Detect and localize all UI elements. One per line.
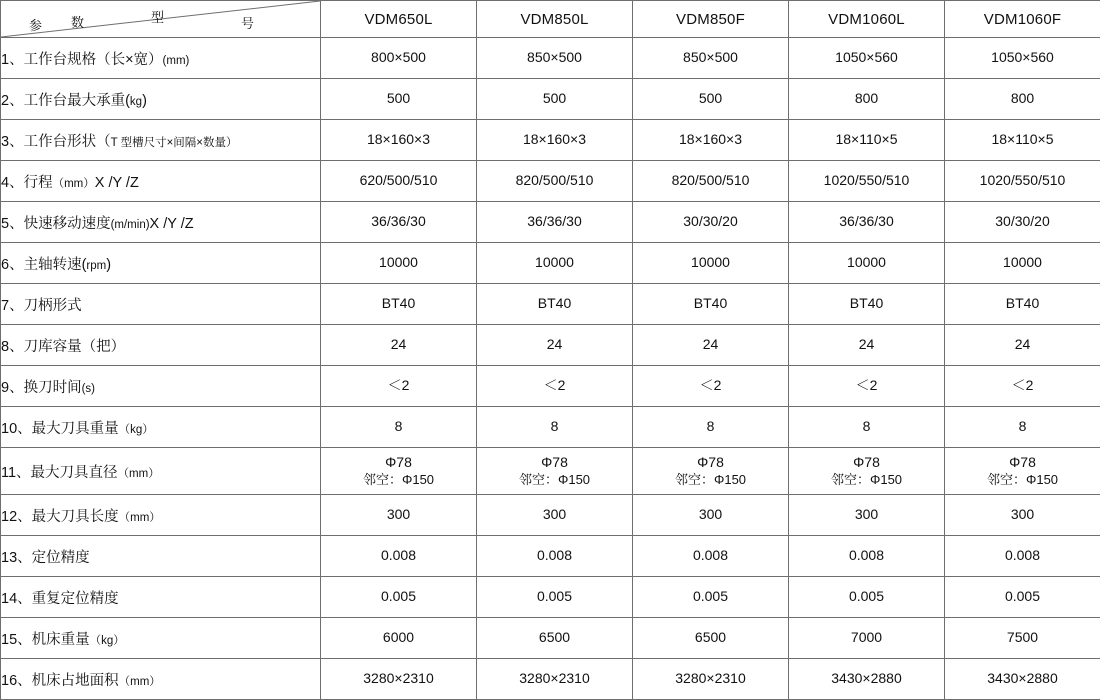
row-label-text: 16、机床占地面积 — [1, 673, 119, 689]
cell-value: 0.005 — [789, 588, 944, 606]
cell-value: 7500 — [945, 629, 1100, 647]
row-label-unit: rpm — [86, 260, 106, 272]
cell-value: 18×160×3 — [633, 131, 788, 149]
row-label-unit: kg — [130, 96, 142, 108]
row-label-text: 9、换刀时间 — [1, 380, 82, 396]
cell-value: 0.005 — [321, 588, 476, 606]
cell-value: 36/36/30 — [477, 213, 632, 231]
cell-value: 24 — [633, 336, 788, 354]
row-label-text: 5、快速移动速度 — [1, 216, 111, 232]
table-cell — [477, 120, 633, 161]
table-cell — [321, 79, 477, 120]
model-header-vdm850l: VDM850L — [477, 1, 633, 38]
model-header-vdm1060f: VDM1060F — [945, 1, 1100, 38]
cell-value: ＜2 — [633, 377, 788, 395]
cell-value: 8 — [321, 418, 476, 436]
table-cell — [633, 243, 789, 284]
table-cell — [633, 495, 789, 536]
header-corner-cell — [1, 1, 321, 38]
cell-value: 18×160×3 — [477, 131, 632, 149]
cell-value: BT40 — [633, 295, 788, 313]
row-label-text: 7、刀柄形式 — [1, 298, 82, 314]
table-row — [1, 284, 1100, 325]
table-header-row — [1, 1, 1100, 38]
table-cell — [321, 366, 477, 407]
row-label — [1, 536, 321, 577]
table-cell — [321, 284, 477, 325]
row-label — [1, 284, 321, 325]
cell-value: 36/36/30 — [321, 213, 476, 231]
cell-value-secondary: 邻空：Φ150 — [945, 472, 1100, 488]
table-cell — [633, 448, 789, 495]
table-cell — [321, 618, 477, 659]
cell-value-secondary: 邻空：Φ150 — [477, 472, 632, 488]
cell-value: 24 — [321, 336, 476, 354]
table-cell — [789, 536, 945, 577]
cell-value: 800×500 — [321, 49, 476, 67]
table-cell — [477, 284, 633, 325]
row-label-text: 13、定位精度 — [1, 550, 90, 566]
table-cell — [477, 659, 633, 700]
table-cell — [321, 325, 477, 366]
cell-value: 36/36/30 — [789, 213, 944, 231]
cell-value: 3280×2310 — [633, 670, 788, 688]
cell-value: 0.005 — [633, 588, 788, 606]
cell-value: 0.008 — [945, 547, 1100, 565]
table-cell — [633, 38, 789, 79]
table-cell — [945, 161, 1100, 202]
cell-value: 18×110×5 — [945, 131, 1100, 149]
model-header-vdm1060l: VDM1060L — [789, 1, 945, 38]
cell-value: BT40 — [789, 295, 944, 313]
table-cell — [633, 79, 789, 120]
row-label — [1, 120, 321, 161]
table-row — [1, 407, 1100, 448]
row-label-unit: (m/min) — [111, 219, 150, 231]
cell-value: 0.008 — [633, 547, 788, 565]
corner-word-2: 数 — [71, 12, 84, 31]
table-cell — [321, 448, 477, 495]
cell-value: 850×500 — [633, 49, 788, 67]
table-cell — [477, 202, 633, 243]
table-cell — [633, 161, 789, 202]
cell-value: 8 — [945, 418, 1100, 436]
table-cell — [477, 161, 633, 202]
cell-value: 6500 — [477, 629, 632, 647]
row-label — [1, 161, 321, 202]
table-cell — [477, 448, 633, 495]
table-cell — [789, 618, 945, 659]
cell-value: 8 — [789, 418, 944, 436]
cell-value: 3280×2310 — [321, 670, 476, 688]
table-row — [1, 120, 1100, 161]
row-label-unit: （kg） — [90, 635, 125, 647]
row-label-text: 10、最大刀具重量 — [1, 421, 119, 437]
cell-value: 300 — [945, 506, 1100, 524]
table-cell — [321, 495, 477, 536]
row-label-text: 8、刀库容量（把） — [1, 339, 125, 355]
row-label — [1, 577, 321, 618]
cell-value: 300 — [633, 506, 788, 524]
cell-value: 3430×2880 — [789, 670, 944, 688]
row-label — [1, 407, 321, 448]
table-body — [1, 38, 1100, 700]
row-label — [1, 495, 321, 536]
cell-value: Φ78 — [477, 454, 632, 472]
cell-value-secondary: 邻空：Φ150 — [321, 472, 476, 488]
table-cell — [321, 161, 477, 202]
corner-word-3: 型 — [151, 7, 164, 26]
cell-value: Φ78 — [945, 454, 1100, 472]
table-cell — [789, 161, 945, 202]
corner-word-1: 参 — [29, 15, 42, 34]
table-cell — [945, 243, 1100, 284]
row-label-tail: X /Y /Z — [95, 175, 139, 191]
row-label-unit: （mm） — [118, 468, 160, 480]
table-cell — [945, 79, 1100, 120]
cell-value: BT40 — [945, 295, 1100, 313]
table-cell — [633, 659, 789, 700]
table-cell — [789, 325, 945, 366]
cell-value: 820/500/510 — [633, 172, 788, 190]
cell-value: 0.005 — [477, 588, 632, 606]
cell-value: 800 — [789, 90, 944, 108]
row-label-unit: (s) — [82, 383, 95, 395]
cell-value: 8 — [477, 418, 632, 436]
cell-value: 1020/550/510 — [789, 172, 944, 190]
table-cell — [477, 38, 633, 79]
table-cell — [945, 618, 1100, 659]
row-label-unit: （mm） — [119, 676, 161, 688]
cell-value: ＜2 — [477, 377, 632, 395]
table-row — [1, 495, 1100, 536]
cell-value: 10000 — [321, 254, 476, 272]
table-row — [1, 536, 1100, 577]
table-cell — [945, 448, 1100, 495]
table-row — [1, 618, 1100, 659]
table-cell — [789, 120, 945, 161]
row-label — [1, 325, 321, 366]
cell-value: 10000 — [945, 254, 1100, 272]
row-label-text: 4、行程 — [1, 175, 53, 191]
table-cell — [945, 120, 1100, 161]
table-cell — [945, 536, 1100, 577]
cell-value-secondary: 邻空：Φ150 — [789, 472, 944, 488]
cell-value: BT40 — [477, 295, 632, 313]
table-cell — [477, 407, 633, 448]
row-label-unit: （kg） — [119, 424, 154, 436]
table-cell — [789, 243, 945, 284]
table-cell — [321, 659, 477, 700]
row-label-text: 15、机床重量 — [1, 632, 90, 648]
cell-value: 300 — [477, 506, 632, 524]
cell-value: 18×110×5 — [789, 131, 944, 149]
table-cell — [477, 618, 633, 659]
table-cell — [477, 536, 633, 577]
cell-value: 6500 — [633, 629, 788, 647]
table-cell — [633, 618, 789, 659]
row-label — [1, 659, 321, 700]
cell-value: Φ78 — [321, 454, 476, 472]
cell-value: 10000 — [789, 254, 944, 272]
table-cell — [945, 325, 1100, 366]
cell-value: 850×500 — [477, 49, 632, 67]
cell-value: 30/30/20 — [633, 213, 788, 231]
table-row — [1, 243, 1100, 284]
cell-value: 1050×560 — [789, 49, 944, 67]
table-cell — [789, 495, 945, 536]
cell-value: 1020/550/510 — [945, 172, 1100, 190]
model-header-vdm850f: VDM850F — [633, 1, 789, 38]
row-label — [1, 38, 321, 79]
table-cell — [477, 577, 633, 618]
table-cell — [633, 202, 789, 243]
table-cell — [789, 407, 945, 448]
row-label-tail: ) — [142, 93, 147, 109]
cell-value: 1050×560 — [945, 49, 1100, 67]
cell-value: 18×160×3 — [321, 131, 476, 149]
table-cell — [477, 325, 633, 366]
row-label-tail: X /Y /Z — [150, 216, 194, 232]
table-cell — [633, 536, 789, 577]
row-label — [1, 243, 321, 284]
row-label-unit: （mm） — [53, 178, 95, 190]
cell-value: 24 — [789, 336, 944, 354]
cell-value: Φ78 — [789, 454, 944, 472]
table-cell — [945, 366, 1100, 407]
table-cell — [945, 284, 1100, 325]
table-cell — [789, 284, 945, 325]
table-cell — [633, 407, 789, 448]
cell-value: Φ78 — [633, 454, 788, 472]
cell-value: 800 — [945, 90, 1100, 108]
cell-value: ＜2 — [945, 377, 1100, 395]
cell-value: 10000 — [477, 254, 632, 272]
cell-value: 3430×2880 — [945, 670, 1100, 688]
row-label-tail: ) — [106, 257, 111, 273]
table-cell — [633, 366, 789, 407]
cell-value: 500 — [321, 90, 476, 108]
table-cell — [633, 577, 789, 618]
cell-value: ＜2 — [789, 377, 944, 395]
cell-value: 24 — [945, 336, 1100, 354]
table-cell — [321, 577, 477, 618]
table-row — [1, 38, 1100, 79]
table-cell — [945, 659, 1100, 700]
table-cell — [321, 243, 477, 284]
table-row — [1, 659, 1100, 700]
cell-value: 0.005 — [945, 588, 1100, 606]
row-label — [1, 618, 321, 659]
table-cell — [945, 577, 1100, 618]
cell-value: 300 — [321, 506, 476, 524]
table-cell — [477, 79, 633, 120]
table-cell — [945, 38, 1100, 79]
cell-value: 0.008 — [789, 547, 944, 565]
cell-value: 30/30/20 — [945, 213, 1100, 231]
cell-value: 7000 — [789, 629, 944, 647]
cell-value: 3280×2310 — [477, 670, 632, 688]
table-cell — [477, 243, 633, 284]
cell-value: 620/500/510 — [321, 172, 476, 190]
cell-value-secondary: 邻空：Φ150 — [633, 472, 788, 488]
cell-value: 24 — [477, 336, 632, 354]
table-cell — [945, 407, 1100, 448]
table-cell — [633, 284, 789, 325]
cell-value: BT40 — [321, 295, 476, 313]
table-cell — [945, 495, 1100, 536]
table-cell — [321, 536, 477, 577]
row-label-text: 12、最大刀具长度 — [1, 509, 119, 525]
cell-value: 500 — [477, 90, 632, 108]
table-cell — [789, 366, 945, 407]
table-cell — [789, 202, 945, 243]
cell-value: 8 — [633, 418, 788, 436]
table-cell — [789, 38, 945, 79]
cell-value: 0.008 — [477, 547, 632, 565]
row-label-unit: （mm） — [119, 512, 161, 524]
table-cell — [633, 120, 789, 161]
table-cell — [321, 407, 477, 448]
row-label — [1, 202, 321, 243]
corner-word-4: 号 — [241, 13, 254, 32]
table-row — [1, 79, 1100, 120]
table-row — [1, 161, 1100, 202]
table-cell — [789, 448, 945, 495]
table-cell — [633, 325, 789, 366]
cell-value: ＜2 — [321, 377, 476, 395]
table-row — [1, 366, 1100, 407]
table-cell — [477, 366, 633, 407]
row-label — [1, 79, 321, 120]
table-cell — [789, 659, 945, 700]
table-cell — [945, 202, 1100, 243]
cell-value: 10000 — [633, 254, 788, 272]
row-label — [1, 448, 321, 495]
table-row — [1, 202, 1100, 243]
cell-value: 6000 — [321, 629, 476, 647]
row-label-text: 3、工作台形状（ — [1, 134, 111, 150]
row-label-text: 2、工作台最大承重( — [1, 93, 130, 109]
table-cell — [477, 495, 633, 536]
row-label-text: 6、主轴转速( — [1, 257, 86, 273]
table-row — [1, 325, 1100, 366]
table-cell — [789, 79, 945, 120]
table-row — [1, 577, 1100, 618]
cell-value: 300 — [789, 506, 944, 524]
row-label-text: 11、最大刀具直径 — [1, 465, 118, 481]
row-label-unit: (mm) — [163, 55, 190, 67]
table-cell — [321, 202, 477, 243]
cell-value: 0.008 — [321, 547, 476, 565]
table-cell — [321, 120, 477, 161]
table-cell — [321, 38, 477, 79]
model-header-vdm650l: VDM650L — [321, 1, 477, 38]
row-label-unit: T 型槽尺寸×间隔×数量） — [111, 137, 238, 149]
row-label-text: 1、工作台规格（长×宽） — [1, 52, 163, 68]
table-row — [1, 448, 1100, 495]
cell-value: 500 — [633, 90, 788, 108]
table-cell — [789, 577, 945, 618]
row-label-text: 14、重复定位精度 — [1, 591, 119, 607]
cell-value: 820/500/510 — [477, 172, 632, 190]
row-label — [1, 366, 321, 407]
